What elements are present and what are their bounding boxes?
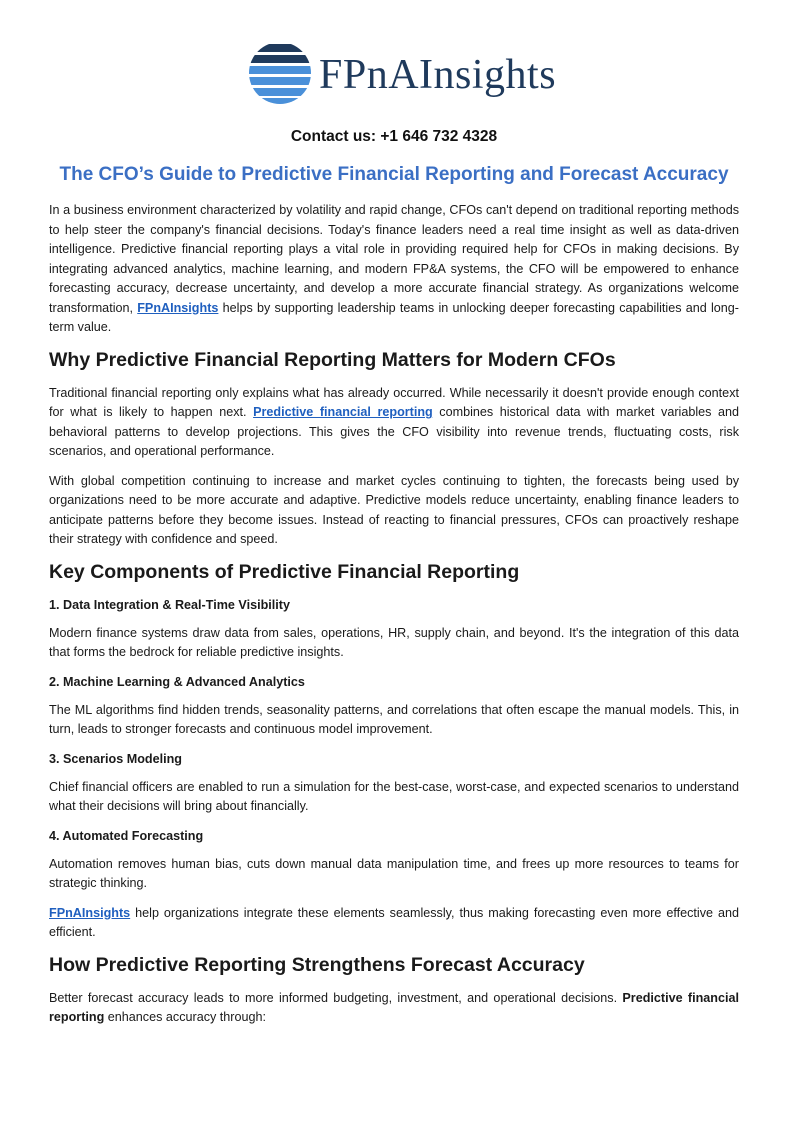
section-heading-accuracy: How Predictive Reporting Strengthens Forecast Accuracy (49, 953, 585, 976)
paragraph: Traditional financial reporting only explains what has already occurred. While necessarily it doesn't provide enough context for what is likely to happen next. Predictive financial reporting combines historical data with market variables and behavioral patterns to develop projections. This gives the CFO visibility into revenue trends, fluctuating costs, risk scenarios, and operational performance. (49, 385, 740, 458)
paragraph: Better forecast accuracy leads to more informed budgeting, investment, and operational decisions. Predictive financial reporting enhances accuracy through: (49, 990, 739, 1024)
article-body (49, 201, 739, 1038)
component-text: Automation removes human bias, cuts down manual data manipulation time, and frees up more resources to teams for strategic thinking. (49, 856, 739, 890)
fpnainsights-link[interactable]: FPnAInsights (49, 905, 131, 920)
paragraph: With global competition continuing to increase and market cycles continuing to tighten, the forecasts being used by organizations need to be more accurate and adaptive. Predictive models reduce uncertainty, enabling finance leaders to anticipate patterns before they become issues. Instead of reacting to financial pressures, CFOs can proactively reshape their strategy with confidence and speed. (49, 473, 739, 546)
component-title: 3. Scenarios Modeling (49, 751, 182, 766)
fpnainsights-link[interactable]: FPnAInsights (137, 300, 219, 315)
component-title: 1. Data Integration & Real-Time Visibility (49, 597, 290, 612)
section-heading-components: Key Components of Predictive Financial Reporting (49, 560, 520, 583)
component-text: The ML algorithms find hidden trends, seasonality patterns, and correlations that often escape the manual models. This, in turn, leads to stronger forecasts and continuous model improvement. (49, 702, 739, 736)
paragraph: FPnAInsights help organizations integrate these elements seamlessly, thus making forecasting even more effective and efficient. (49, 905, 739, 939)
component-title: 4. Automated Forecasting (49, 828, 204, 843)
section-heading-why: Why Predictive Financial Reporting Matters for Modern CFOs (49, 348, 616, 371)
predictive-reporting-link[interactable]: Predictive financial reporting (253, 405, 433, 419)
page-title: The CFO’s Guide to Predictive Financial Reporting and Forecast Accuracy (59, 164, 729, 185)
contact-phone: Contact us: +1 646 732 4328 (290, 128, 498, 145)
component-text: Modern finance systems draw data from sales, operations, HR, supply chain, and beyond. It's the integration of this data that forms the bedrock for reliable predictive insights. (49, 625, 739, 659)
component-title: 2. Machine Learning & Advanced Analytics (49, 674, 305, 689)
component-text: Chief financial officers are enabled to run a simulation for the best-case, worst-case, and expected scenarios to understand what their decisions will bring about financially. (49, 779, 739, 813)
intro-paragraph: In a business environment characterized by volatility and rapid change, CFOs can't depend on traditional reporting methods to help steer the company's financial decisions. Today's finance leaders need a real time insight as well as data-driven intelligence. Predictive financial reporting plays a vital role in providing required help for CFOs in making decisions. By integrating advanced analytics, machine learning, and modern FP&A systems, the CFO will be empowered to enhance forecasting accuracy, decrease uncertainty, and develop a more accurate financial strategy. As organizations welcome transformation, FPnAInsights helps by supporting leadership teams in unlocking deeper forecasting capabilities and long-term value. (49, 203, 739, 334)
globe-logo-icon (247, 40, 313, 106)
brand-logo (247, 40, 557, 110)
brand-name: FPnAInsights (319, 52, 557, 98)
